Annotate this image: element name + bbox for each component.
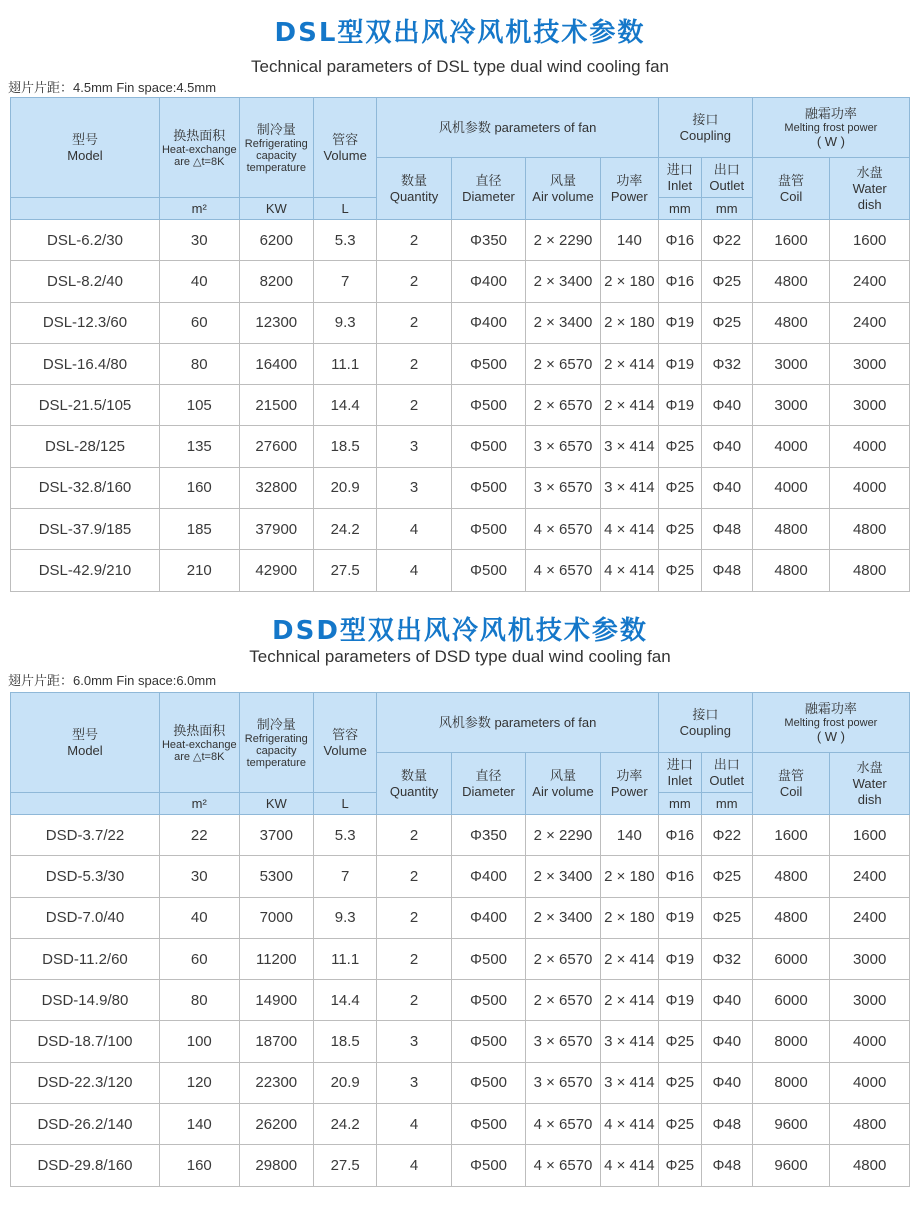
cell-coil: 8000 <box>752 1062 830 1103</box>
cell-refrigerating: 29800 <box>239 1145 313 1186</box>
cell-diameter: Φ500 <box>451 509 525 550</box>
cell-diameter: Φ500 <box>451 467 525 508</box>
cell-model: DSD-18.7/100 <box>11 1021 160 1062</box>
cell-heat-area: 60 <box>159 302 239 343</box>
cell-model: DSD-14.9/80 <box>11 980 160 1021</box>
cell-coil: 4800 <box>752 302 830 343</box>
cell-water-dish: 4800 <box>830 509 910 550</box>
cell-volume: 14.4 <box>314 385 377 426</box>
cell-model: DSL-28/125 <box>11 426 160 467</box>
cell-air-volume: 4 × 6570 <box>526 550 600 591</box>
header-air-volume: 风量 Air volume <box>526 158 600 220</box>
cell-volume: 27.5 <box>314 1145 377 1186</box>
cell-model: DSD-29.8/160 <box>11 1145 160 1186</box>
cell-model: DSD-5.3/30 <box>11 856 160 897</box>
dsd-title-en: Technical parameters of DSD type dual wind cooling fan <box>249 647 671 666</box>
header-coupling: 接口 Coupling <box>658 693 752 753</box>
cell-power: 4 × 414 <box>600 509 658 550</box>
cell-air-volume: 3 × 6570 <box>526 1021 600 1062</box>
cell-outlet: Φ40 <box>701 467 752 508</box>
cell-inlet: Φ25 <box>658 1145 701 1186</box>
cell-power: 3 × 414 <box>600 426 658 467</box>
table-row <box>11 856 910 897</box>
unit-outlet-mm: mm <box>701 793 752 815</box>
cell-diameter: Φ350 <box>451 815 525 856</box>
header-melting: 融霜功率 Melting frost power ( W ) <box>752 693 909 753</box>
dsd-spec-table <box>10 692 910 1187</box>
cell-power: 2 × 180 <box>600 897 658 938</box>
cell-air-volume: 2 × 3400 <box>526 856 600 897</box>
cell-water-dish: 4800 <box>830 1145 910 1186</box>
cell-water-dish: 4000 <box>830 1062 910 1103</box>
cell-refrigerating: 11200 <box>239 938 313 979</box>
cell-outlet: Φ40 <box>701 1021 752 1062</box>
cell-diameter: Φ500 <box>451 1145 525 1186</box>
header-coil: 盘管 Coil <box>752 753 830 815</box>
header-heat-exchange: 换热面积 Heat-exchange are △t=8K <box>159 98 239 198</box>
cell-volume: 5.3 <box>314 815 377 856</box>
table-row <box>11 426 910 467</box>
cell-quantity: 4 <box>377 550 451 591</box>
cell-diameter: Φ500 <box>451 385 525 426</box>
dsl-spec-table <box>10 97 910 592</box>
cell-air-volume: 2 × 3400 <box>526 302 600 343</box>
cell-diameter: Φ500 <box>451 343 525 384</box>
cell-air-volume: 4 × 6570 <box>526 1104 600 1145</box>
cell-model: DSD-11.2/60 <box>11 938 160 979</box>
header-volume: 管容 Volume <box>314 98 377 198</box>
cell-quantity: 2 <box>377 343 451 384</box>
cell-heat-area: 100 <box>159 1021 239 1062</box>
cell-diameter: Φ500 <box>451 938 525 979</box>
cell-heat-area: 120 <box>159 1062 239 1103</box>
cell-coil: 4800 <box>752 897 830 938</box>
cell-inlet: Φ16 <box>658 261 701 302</box>
cell-water-dish: 1600 <box>830 220 910 261</box>
cell-coil: 6000 <box>752 980 830 1021</box>
cell-quantity: 2 <box>377 385 451 426</box>
table-row <box>11 261 910 302</box>
table-row <box>11 980 910 1021</box>
cell-model: DSL-21.5/105 <box>11 385 160 426</box>
dsd-fin-space: 翅片片距：6.0mm Fin space:6.0mm <box>8 673 217 688</box>
table-row <box>11 1021 910 1062</box>
cell-power: 3 × 414 <box>600 467 658 508</box>
cell-volume: 5.3 <box>314 220 377 261</box>
cell-power: 4 × 414 <box>600 550 658 591</box>
header-air-volume: 风量 Air volume <box>526 753 600 815</box>
dsl-title-cn: DSL型双出风冷风机技术参数 <box>274 18 646 48</box>
header-refrigerating: 制冷量 Refrigerating capacity temperature <box>239 693 313 793</box>
cell-model: DSL-8.2/40 <box>11 261 160 302</box>
cell-diameter: Φ500 <box>451 426 525 467</box>
dsl-fin-space: 翅片片距：4.5mm Fin space:4.5mm <box>8 80 217 95</box>
header-heat-exchange: 换热面积 Heat-exchange are △t=8K <box>159 693 239 793</box>
cell-water-dish: 3000 <box>830 980 910 1021</box>
header-power: 功率 Power <box>600 753 658 815</box>
header-outlet: 出口 Outlet <box>701 158 752 198</box>
unit-model-blank <box>11 198 160 220</box>
unit-area: m² <box>159 198 239 220</box>
cell-water-dish: 4000 <box>830 467 910 508</box>
cell-coil: 4800 <box>752 261 830 302</box>
cell-heat-area: 22 <box>159 815 239 856</box>
cell-quantity: 2 <box>377 980 451 1021</box>
cell-model: DSL-37.9/185 <box>11 509 160 550</box>
cell-air-volume: 4 × 6570 <box>526 1145 600 1186</box>
table-row <box>11 343 910 384</box>
header-quantity: 数量 Quantity <box>377 158 451 220</box>
cell-heat-area: 105 <box>159 385 239 426</box>
cell-outlet: Φ48 <box>701 1145 752 1186</box>
cell-outlet: Φ40 <box>701 385 752 426</box>
cell-volume: 9.3 <box>314 897 377 938</box>
cell-coil: 9600 <box>752 1145 830 1186</box>
cell-air-volume: 2 × 6570 <box>526 980 600 1021</box>
cell-inlet: Φ19 <box>658 343 701 384</box>
cell-heat-area: 135 <box>159 426 239 467</box>
cell-diameter: Φ400 <box>451 897 525 938</box>
cell-water-dish: 4800 <box>830 1104 910 1145</box>
cell-inlet: Φ25 <box>658 467 701 508</box>
header-melting: 融霜功率 Melting frost power ( W ) <box>752 98 909 158</box>
dsl-title-en: Technical parameters of DSL type dual wind cooling fan <box>251 57 669 76</box>
cell-quantity: 2 <box>377 302 451 343</box>
cell-inlet: Φ25 <box>658 1062 701 1103</box>
header-water-dish: 水盘 Water dish <box>830 753 910 815</box>
cell-coil: 4800 <box>752 550 830 591</box>
cell-refrigerating: 14900 <box>239 980 313 1021</box>
cell-quantity: 2 <box>377 220 451 261</box>
cell-refrigerating: 3700 <box>239 815 313 856</box>
cell-volume: 7 <box>314 856 377 897</box>
cell-model: DSL-12.3/60 <box>11 302 160 343</box>
cell-power: 140 <box>600 220 658 261</box>
table-row <box>11 1145 910 1186</box>
cell-outlet: Φ22 <box>701 220 752 261</box>
cell-quantity: 4 <box>377 1104 451 1145</box>
cell-outlet: Φ25 <box>701 897 752 938</box>
header-quantity: 数量 Quantity <box>377 753 451 815</box>
cell-outlet: Φ32 <box>701 938 752 979</box>
cell-power: 2 × 180 <box>600 302 658 343</box>
cell-power: 3 × 414 <box>600 1062 658 1103</box>
unit-inlet-mm: mm <box>658 793 701 815</box>
cell-air-volume: 3 × 6570 <box>526 1062 600 1103</box>
cell-inlet: Φ19 <box>658 302 701 343</box>
cell-diameter: Φ500 <box>451 1062 525 1103</box>
cell-heat-area: 60 <box>159 938 239 979</box>
header-inlet: 进口 Inlet <box>658 158 701 198</box>
cell-heat-area: 160 <box>159 1145 239 1186</box>
cell-volume: 11.1 <box>314 343 377 384</box>
unit-outlet-mm: mm <box>701 198 752 220</box>
cell-outlet: Φ25 <box>701 856 752 897</box>
cell-diameter: Φ400 <box>451 856 525 897</box>
cell-quantity: 2 <box>377 897 451 938</box>
cell-water-dish: 3000 <box>830 938 910 979</box>
unit-kw: KW <box>239 198 313 220</box>
cell-refrigerating: 7000 <box>239 897 313 938</box>
cell-coil: 3000 <box>752 343 830 384</box>
cell-quantity: 4 <box>377 1145 451 1186</box>
cell-heat-area: 210 <box>159 550 239 591</box>
cell-outlet: Φ25 <box>701 302 752 343</box>
table-row <box>11 467 910 508</box>
cell-outlet: Φ25 <box>701 261 752 302</box>
cell-volume: 7 <box>314 261 377 302</box>
cell-heat-area: 160 <box>159 467 239 508</box>
cell-power: 2 × 414 <box>600 980 658 1021</box>
cell-quantity: 3 <box>377 1062 451 1103</box>
cell-water-dish: 1600 <box>830 815 910 856</box>
cell-inlet: Φ19 <box>658 938 701 979</box>
header-coupling: 接口 Coupling <box>658 98 752 158</box>
cell-coil: 4800 <box>752 856 830 897</box>
cell-inlet: Φ25 <box>658 509 701 550</box>
cell-power: 3 × 414 <box>600 1021 658 1062</box>
cell-water-dish: 2400 <box>830 302 910 343</box>
cell-coil: 1600 <box>752 815 830 856</box>
table-row <box>11 509 910 550</box>
cell-inlet: Φ25 <box>658 1104 701 1145</box>
cell-heat-area: 30 <box>159 856 239 897</box>
cell-water-dish: 3000 <box>830 385 910 426</box>
cell-model: DSL-32.8/160 <box>11 467 160 508</box>
cell-outlet: Φ40 <box>701 1062 752 1103</box>
cell-model: DSL-6.2/30 <box>11 220 160 261</box>
cell-heat-area: 140 <box>159 1104 239 1145</box>
cell-refrigerating: 5300 <box>239 856 313 897</box>
cell-power: 140 <box>600 815 658 856</box>
header-refrigerating: 制冷量 Refrigerating capacity temperature <box>239 98 313 198</box>
cell-heat-area: 185 <box>159 509 239 550</box>
header-outlet: 出口 Outlet <box>701 753 752 793</box>
cell-model: DSD-26.2/140 <box>11 1104 160 1145</box>
cell-refrigerating: 32800 <box>239 467 313 508</box>
cell-heat-area: 80 <box>159 343 239 384</box>
cell-air-volume: 2 × 6570 <box>526 385 600 426</box>
cell-diameter: Φ500 <box>451 550 525 591</box>
cell-water-dish: 4800 <box>830 550 910 591</box>
unit-model-blank <box>11 793 160 815</box>
cell-inlet: Φ19 <box>658 897 701 938</box>
cell-refrigerating: 27600 <box>239 426 313 467</box>
cell-water-dish: 4000 <box>830 426 910 467</box>
cell-water-dish: 3000 <box>830 343 910 384</box>
cell-water-dish: 2400 <box>830 261 910 302</box>
unit-inlet-mm: mm <box>658 198 701 220</box>
cell-volume: 20.9 <box>314 1062 377 1103</box>
cell-power: 4 × 414 <box>600 1145 658 1186</box>
cell-diameter: Φ350 <box>451 220 525 261</box>
cell-power: 2 × 414 <box>600 385 658 426</box>
cell-heat-area: 40 <box>159 897 239 938</box>
cell-coil: 4000 <box>752 426 830 467</box>
cell-inlet: Φ16 <box>658 856 701 897</box>
cell-air-volume: 3 × 6570 <box>526 467 600 508</box>
cell-power: 2 × 180 <box>600 261 658 302</box>
cell-refrigerating: 26200 <box>239 1104 313 1145</box>
cell-refrigerating: 37900 <box>239 509 313 550</box>
unit-area: m² <box>159 793 239 815</box>
cell-inlet: Φ19 <box>658 980 701 1021</box>
cell-quantity: 2 <box>377 938 451 979</box>
header-diameter: 直径 Diameter <box>451 158 525 220</box>
cell-volume: 9.3 <box>314 302 377 343</box>
cell-diameter: Φ400 <box>451 302 525 343</box>
cell-air-volume: 2 × 3400 <box>526 261 600 302</box>
table-row <box>11 815 910 856</box>
cell-refrigerating: 21500 <box>239 385 313 426</box>
cell-refrigerating: 16400 <box>239 343 313 384</box>
cell-outlet: Φ48 <box>701 509 752 550</box>
table-row <box>11 938 910 979</box>
cell-quantity: 3 <box>377 426 451 467</box>
cell-air-volume: 2 × 6570 <box>526 938 600 979</box>
cell-air-volume: 2 × 2290 <box>526 815 600 856</box>
cell-quantity: 3 <box>377 1021 451 1062</box>
cell-refrigerating: 42900 <box>239 550 313 591</box>
cell-outlet: Φ22 <box>701 815 752 856</box>
cell-air-volume: 2 × 6570 <box>526 343 600 384</box>
cell-refrigerating: 8200 <box>239 261 313 302</box>
cell-diameter: Φ500 <box>451 980 525 1021</box>
cell-inlet: Φ19 <box>658 385 701 426</box>
cell-model: DSD-22.3/120 <box>11 1062 160 1103</box>
cell-outlet: Φ48 <box>701 1104 752 1145</box>
cell-coil: 1600 <box>752 220 830 261</box>
cell-inlet: Φ16 <box>658 815 701 856</box>
cell-diameter: Φ500 <box>451 1104 525 1145</box>
cell-air-volume: 4 × 6570 <box>526 509 600 550</box>
cell-outlet: Φ40 <box>701 980 752 1021</box>
header-water-dish: 水盘 Water dish <box>830 158 910 220</box>
cell-diameter: Φ400 <box>451 261 525 302</box>
cell-coil: 8000 <box>752 1021 830 1062</box>
cell-outlet: Φ32 <box>701 343 752 384</box>
cell-volume: 18.5 <box>314 426 377 467</box>
header-fan-group: 风机参数 parameters of fan <box>377 693 659 753</box>
cell-coil: 3000 <box>752 385 830 426</box>
cell-outlet: Φ40 <box>701 426 752 467</box>
cell-volume: 24.2 <box>314 1104 377 1145</box>
cell-inlet: Φ25 <box>658 550 701 591</box>
header-power: 功率 Power <box>600 158 658 220</box>
cell-model: DSD-7.0/40 <box>11 897 160 938</box>
table-row <box>11 385 910 426</box>
cell-volume: 27.5 <box>314 550 377 591</box>
table-row <box>11 897 910 938</box>
header-model: 型号 Model <box>11 693 160 793</box>
cell-quantity: 3 <box>377 467 451 508</box>
cell-volume: 11.1 <box>314 938 377 979</box>
cell-coil: 4000 <box>752 467 830 508</box>
cell-refrigerating: 22300 <box>239 1062 313 1103</box>
cell-inlet: Φ16 <box>658 220 701 261</box>
unit-liter: L <box>314 793 377 815</box>
table-row <box>11 1104 910 1145</box>
cell-power: 2 × 414 <box>600 343 658 384</box>
cell-coil: 4800 <box>752 509 830 550</box>
cell-heat-area: 30 <box>159 220 239 261</box>
cell-quantity: 2 <box>377 815 451 856</box>
cell-water-dish: 4000 <box>830 1021 910 1062</box>
cell-coil: 9600 <box>752 1104 830 1145</box>
cell-model: DSL-16.4/80 <box>11 343 160 384</box>
cell-refrigerating: 6200 <box>239 220 313 261</box>
header-model: 型号 Model <box>11 98 160 198</box>
header-volume: 管容 Volume <box>314 693 377 793</box>
cell-air-volume: 3 × 6570 <box>526 426 600 467</box>
cell-heat-area: 80 <box>159 980 239 1021</box>
cell-inlet: Φ25 <box>658 1021 701 1062</box>
cell-outlet: Φ48 <box>701 550 752 591</box>
cell-diameter: Φ500 <box>451 1021 525 1062</box>
table-row <box>11 302 910 343</box>
cell-inlet: Φ25 <box>658 426 701 467</box>
cell-quantity: 4 <box>377 509 451 550</box>
cell-water-dish: 2400 <box>830 856 910 897</box>
cell-heat-area: 40 <box>159 261 239 302</box>
table-row <box>11 550 910 591</box>
cell-volume: 20.9 <box>314 467 377 508</box>
header-fan-group: 风机参数 parameters of fan <box>377 98 659 158</box>
header-diameter: 直径 Diameter <box>451 753 525 815</box>
cell-quantity: 2 <box>377 261 451 302</box>
header-coil: 盘管 Coil <box>752 158 830 220</box>
cell-volume: 14.4 <box>314 980 377 1021</box>
table-row <box>11 1062 910 1103</box>
cell-model: DSD-3.7/22 <box>11 815 160 856</box>
cell-air-volume: 2 × 2290 <box>526 220 600 261</box>
cell-power: 2 × 414 <box>600 938 658 979</box>
cell-coil: 6000 <box>752 938 830 979</box>
header-inlet: 进口 Inlet <box>658 753 701 793</box>
cell-power: 4 × 414 <box>600 1104 658 1145</box>
dsd-title-cn: DSD型双出风冷风机技术参数 <box>272 616 648 646</box>
table-row <box>11 220 910 261</box>
cell-water-dish: 2400 <box>830 897 910 938</box>
cell-model: DSL-42.9/210 <box>11 550 160 591</box>
cell-volume: 24.2 <box>314 509 377 550</box>
cell-refrigerating: 12300 <box>239 302 313 343</box>
unit-kw: KW <box>239 793 313 815</box>
cell-power: 2 × 180 <box>600 856 658 897</box>
cell-refrigerating: 18700 <box>239 1021 313 1062</box>
cell-quantity: 2 <box>377 856 451 897</box>
cell-air-volume: 2 × 3400 <box>526 897 600 938</box>
cell-volume: 18.5 <box>314 1021 377 1062</box>
unit-liter: L <box>314 198 377 220</box>
